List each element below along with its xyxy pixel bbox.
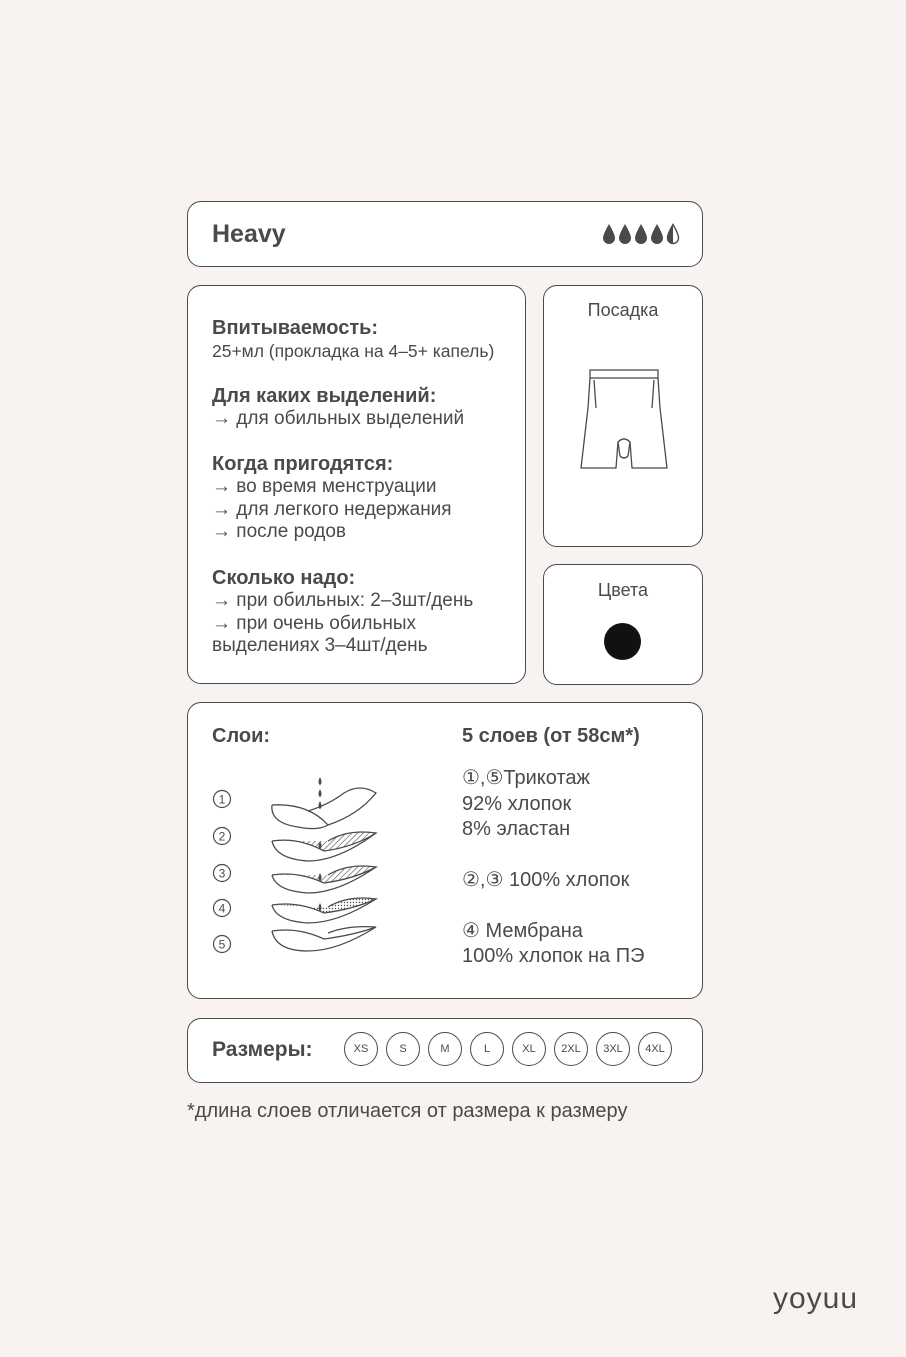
fit-card [543,285,703,547]
absorbency-value: 25+мл (прокладка на 4–5+ капель) [212,341,495,361]
size-chip-4xl[interactable]: 4XL [638,1032,672,1066]
svg-text:5: 5 [218,937,226,952]
when-section [212,452,517,544]
discharge-section [212,384,517,431]
info-card [187,285,526,684]
absorbency-section [212,316,517,363]
layer-number [212,934,236,958]
howmany-heading: Сколько надо: [212,567,356,589]
layers-card [187,702,703,999]
layers-count-heading: 5 слоев (от 58см*) [462,725,640,747]
footnote: *длина слоев отличается от размера к размеру [187,1100,628,1122]
size-chip-l[interactable]: L [470,1032,504,1066]
material-line: ②,③ 100% хлопок [462,869,630,891]
material-line: ①,⑤Трикотаж [462,767,590,789]
colors-label: Цвета [597,580,649,600]
howmany-line: → при очень обильных [212,612,417,634]
layer-number [212,863,236,887]
size-chip-xs[interactable]: XS [344,1032,378,1066]
fit-label: Посадка [587,300,659,320]
brand-logo: yoyuu [773,1282,859,1315]
title-card [187,201,703,267]
material-line: ④ Мембрана [462,920,583,942]
size-chip-2xl[interactable]: 2XL [554,1032,588,1066]
howmany-line: → при обильных: 2–3шт/день [212,590,474,611]
size-chip-s[interactable]: S [386,1032,420,1066]
when-line: → во время менструации [212,476,437,497]
howmany-line: выделениях 3–4шт/день [212,635,428,656]
when-heading: Когда пригодятся: [212,453,394,475]
drop-outline-icon [666,223,680,245]
material-line: 100% хлопок на ПЭ [462,945,645,967]
size-chip-3xl[interactable]: 3XL [596,1032,630,1066]
layer-number [212,826,236,850]
size-chip-xl[interactable]: XL [512,1032,546,1066]
shorts-icon [580,368,668,472]
product-title: Heavy [212,220,286,248]
discharge-heading: Для каких выделений: [212,385,437,407]
when-line: → после родов [212,521,347,542]
drop-icon [634,223,648,245]
svg-text:4: 4 [218,901,226,916]
layer-number [212,789,236,813]
absorbency-drops [602,223,680,245]
absorbency-heading: Впитываемость: [212,317,379,339]
drop-icon [618,223,632,245]
svg-text:3: 3 [218,866,226,881]
svg-text:1: 1 [218,792,226,807]
material-line: 8% эластан [462,818,571,840]
howmany-section [212,566,517,658]
svg-text:2: 2 [218,829,226,844]
layers-diagram [268,775,382,955]
drop-icon [602,223,616,245]
layer-number [212,898,236,922]
size-chip-m[interactable]: M [428,1032,462,1066]
layers-heading: Слои: [212,725,271,747]
drop-icon [650,223,664,245]
sizes-card [187,1018,703,1083]
sizes-label: Размеры: [212,1038,313,1061]
when-line: → для легкого недержания [212,498,452,520]
colors-card [543,564,703,685]
discharge-line: → для обильных выделений [212,408,465,429]
material-line: 92% хлопок [462,793,572,815]
color-swatch-black[interactable] [604,623,641,660]
